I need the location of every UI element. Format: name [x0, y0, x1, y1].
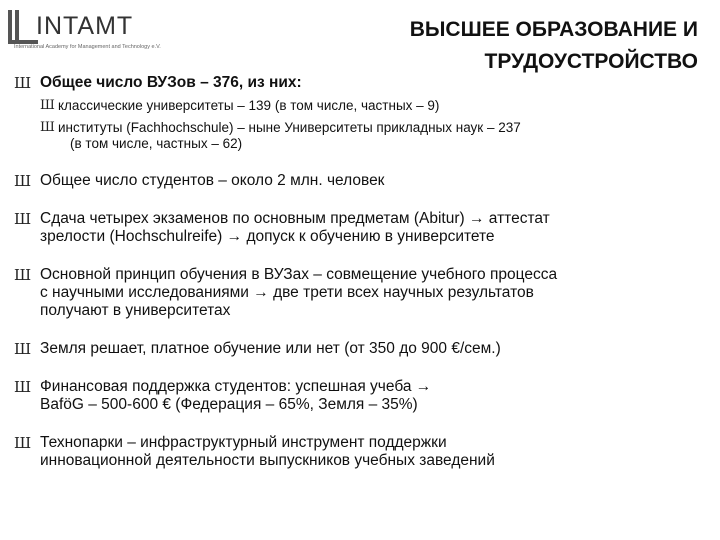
- bullet-icon: Ш: [14, 74, 32, 92]
- list-item: [14, 74, 704, 92]
- logo-subtitle: International Academy for Management and Technology e.V.: [14, 44, 161, 50]
- item-text: Финансовая поддержка студентов: успешная учеба →: [40, 378, 432, 395]
- list-item: [14, 434, 704, 470]
- bullet-icon: Ш: [14, 172, 32, 190]
- sub-item-text: классические университеты – 139 (в том числе, частных – 9): [58, 98, 440, 113]
- bullet-icon: Ш: [14, 378, 32, 396]
- item-text: получают в университетах: [40, 302, 231, 319]
- title-line-2: ТРУДОУСТРОЙСТВО: [484, 50, 698, 73]
- item-text: BaföG – 500-600 € (Федерация – 65%, Земля – 35%): [40, 396, 418, 413]
- item-text: инновационной деятельности выпускников учебных заведений: [40, 452, 495, 469]
- bullet-icon: Ш: [14, 434, 32, 452]
- item-text: Общее число ВУЗов – 376, из них:: [40, 74, 302, 91]
- list-item: [14, 210, 704, 246]
- sub-list-item: [14, 120, 704, 152]
- item-text: Общее число студентов – около 2 млн. человек: [40, 172, 385, 189]
- bullet-icon: Ш: [14, 340, 32, 358]
- sub-list-item: [14, 98, 704, 114]
- item-text: Технопарки – инфраструктурный инструмент поддержки: [40, 434, 447, 451]
- list-item: [14, 266, 704, 320]
- bullet-icon: Ш: [40, 120, 55, 135]
- list-item: [14, 172, 704, 190]
- list-item: [14, 340, 704, 358]
- list-item: [14, 378, 704, 414]
- page-title: [338, 14, 698, 78]
- logo-name: INTAMT: [36, 12, 134, 40]
- title-line-1: ВЫСШЕЕ ОБРАЗОВАНИЕ И: [409, 18, 698, 41]
- item-text: Основной принцип обучения в ВУЗах – совмещение учебного процесса: [40, 266, 558, 283]
- bullet-icon: Ш: [14, 210, 32, 228]
- bullet-list: [14, 74, 704, 470]
- item-text: зрелости (Hochschulreife) → допуск к обучению в университете: [40, 228, 495, 245]
- bullet-icon: Ш: [14, 266, 32, 284]
- sub-item-continuation: (в том числе, частных – 62): [70, 136, 243, 151]
- item-text: Сдача четырех экзаменов по основным предметам (Abitur) → аттестат: [40, 210, 550, 227]
- bullet-icon: Ш: [40, 98, 55, 113]
- logo: [8, 8, 178, 52]
- item-text: с научными исследованиями → две трети всех научных результатов: [40, 284, 534, 301]
- item-text: Земля решает, платное обучение или нет (от 350 до 900 €/сем.): [40, 340, 501, 357]
- logo-mark-icon: [8, 10, 38, 44]
- sub-item-text: институты (Fachhochschule) – ныне Университеты прикладных наук – 237: [58, 120, 521, 135]
